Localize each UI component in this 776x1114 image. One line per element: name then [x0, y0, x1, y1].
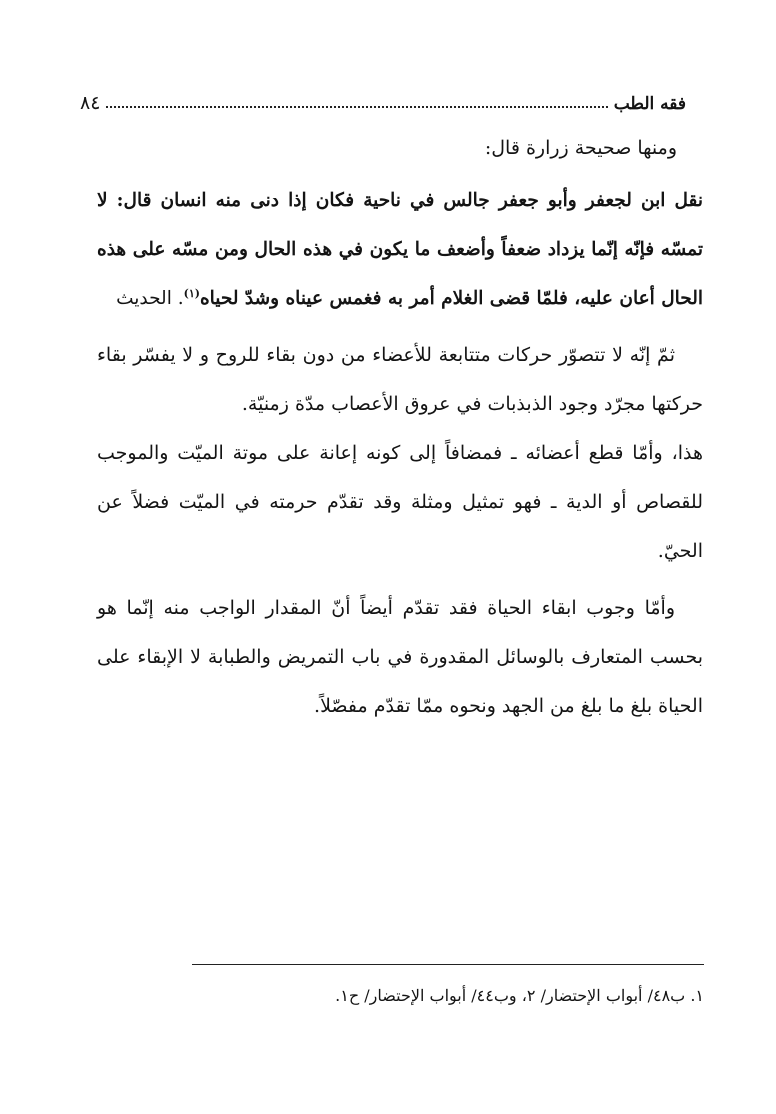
footnote-divider: [192, 964, 704, 965]
main-text: [97, 124, 703, 731]
paragraph-1: ثمّ إنّه لا تتصوّر حركات متتابعة للأعضاء من دون بقاء للروح و لا يفسّر بقاء حركتها مجرّد وجود الذبذبات في عروق الأعصاب مدّة زمنيّة.: [97, 344, 703, 415]
page-number: ٨٤: [80, 92, 101, 114]
footnote-ref[interactable]: (١): [183, 286, 200, 300]
hadith-quote: [97, 176, 703, 323]
intro-line: ومنها صحيحة زرارة قال:: [484, 137, 677, 159]
footnote-1: ١. ب٤٨/ أبواب الإحتضار/ ٢، وب٤٤/ أبواب الإحتضار/ ح١.: [335, 986, 704, 1005]
running-title: فقه الطب: [613, 94, 686, 114]
paragraph-3: وأمّا وجوب ابقاء الحياة فقد تقدّم أيضاً أنّ المقدار الواجب منه إنّما هو بحسب المتعارف بالوسائل المقدورة في باب التمريض والطبابة لا الإبقاء على الحياة بلغ ما بلغ من الجهد ونحوه ممّا تقدّم مفصّلاً.: [97, 597, 703, 717]
hadith-quote-end: . الحديث: [116, 288, 184, 309]
dotted-leader: [106, 106, 607, 108]
paragraph-2: هذا، وأمّا قطع أعضائه ـ فمضافاً إلى كونه إعانة على موتة الميّت والموجب للقصاص أو الدية ـ فهو تمثيل ومثلة وقد تقدّم حرمته في الميّت فضلاً عن الحيّ.: [97, 442, 703, 562]
hadith-quote-text: نقل ابن لجعفر وأبو جعفر جالس في ناحية فكان إذا دنى منه انسان قال: لا تمسّه فإنّه إنّما يزداد ضعفاً وأضعف ما يكون في هذه الحال ومن مسّه على هذه الحال أعان عليه، فلمّا قضى الغلام أمر به فغمس عيناه وشدّ لحياه: [97, 190, 703, 309]
page-header: [80, 84, 686, 114]
